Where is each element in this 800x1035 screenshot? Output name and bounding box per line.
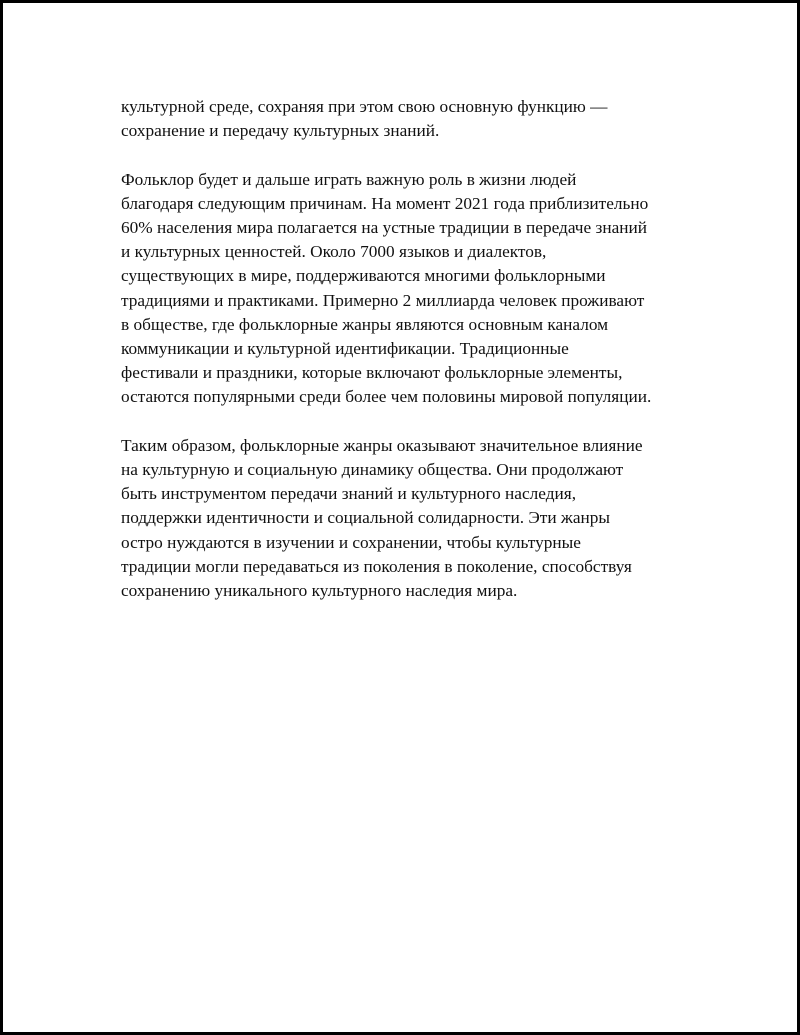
text-line: Таким образом, фольклорные жанры оказывают значительное влияние [121, 435, 643, 455]
text-line: Фольклор будет и дальше играть важную роль в жизни людей [121, 169, 577, 189]
text-line: 60% населения мира полагается на устные традиции в передаче знаний [121, 218, 647, 237]
text-line: традициями и практиками. Примерно 2 миллиарда человек проживают [121, 290, 645, 310]
paragraph-3 [121, 434, 691, 603]
text-line: сохранение и передачу культурных знаний. [121, 121, 440, 141]
text-line: на культурную и социальную динамику общества. Они продолжают [121, 460, 624, 480]
text-line: культурной среде, сохраняя при этом свою основную функцию — [121, 97, 608, 116]
text-line: быть инструментом передачи знаний и культурного наследия, [121, 484, 577, 504]
text-line: сохранению уникального культурного наследия мира. [121, 581, 518, 601]
text-line: и культурных ценностей. Около 7000 языков и диалектов, [121, 242, 547, 262]
paragraph-1 [121, 95, 691, 143]
text-line: фестивали и праздники, которые включают фольклорные элементы, [121, 363, 623, 383]
document-body [121, 95, 691, 627]
text-line: благодаря следующим причинам. На момент 2021 года приблизительно [121, 193, 649, 213]
text-line: существующих в мире, поддерживаются многими фольклорными [121, 266, 606, 286]
text-line: в обществе, где фольклорные жанры являются основным каналом [121, 314, 609, 334]
text-line: остро нуждаются в изучении и сохранении, чтобы культурные [121, 532, 581, 552]
text-line: остаются популярными среди более чем половины мировой популяции. [121, 387, 652, 407]
paragraph-2 [121, 168, 691, 410]
text-line: коммуникации и культурной идентификации. Традиционные [121, 339, 569, 359]
text-line: традиции могли передаваться из поколения в поколение, способствуя [121, 556, 632, 576]
text-line: поддержки идентичности и социальной солидарности. Эти жанры [121, 508, 611, 528]
